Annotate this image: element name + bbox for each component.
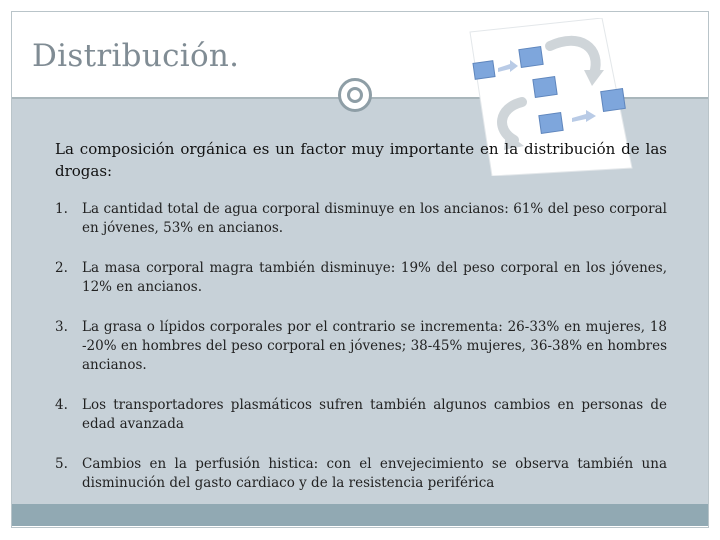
list-item-text: La masa corporal magra también disminuye: 19% del peso corporal en los jóvenes, 12% en ancianos. <box>82 260 667 295</box>
list-item-text: La cantidad total de agua corporal disminuye en los ancianos: 61% del peso corporal en jóvenes, 53% en ancianos. <box>82 201 667 236</box>
list-item <box>55 200 667 238</box>
list-item-number: 4. <box>55 397 68 413</box>
circle-ornament-inner <box>347 87 363 103</box>
flow-block-1 <box>473 61 495 80</box>
list-item-text: La grasa o lípidos corporales por el contrario se incrementa: 26-33% en mujeres, 18 -20% en hombres del peso corporal en jóvenes; 38-45% mujeres, 36-38% en hombres ancianos. <box>82 319 667 373</box>
list-item-number: 5. <box>55 456 68 472</box>
circle-ornament-icon <box>338 78 372 112</box>
list-item-text: Cambios en la perfusión histica: con el envejecimiento se observa también una disminución del gasto cardiaco y de la resistencia periférica <box>82 456 667 491</box>
list-item <box>55 455 667 493</box>
footer-bar <box>12 504 708 526</box>
intro-text: La composición orgánica es un factor muy importante en la distribución de las drogas: <box>55 140 667 180</box>
list-item <box>55 318 667 375</box>
list-item <box>55 396 667 434</box>
list-item-text: Los transportadores plasmáticos sufren también algunos cambios en personas de edad avanzada <box>82 397 667 432</box>
list-item-number: 3. <box>55 319 68 335</box>
list-item-number: 1. <box>55 201 68 217</box>
points-list <box>55 200 667 493</box>
flow-block-4 <box>539 113 563 134</box>
flow-block-5 <box>601 89 626 112</box>
slide-title: Distribución. <box>32 38 240 74</box>
list-item <box>55 259 667 297</box>
flow-block-2 <box>519 47 543 68</box>
list-item-number: 2. <box>55 260 68 276</box>
flow-block-3 <box>533 77 557 98</box>
